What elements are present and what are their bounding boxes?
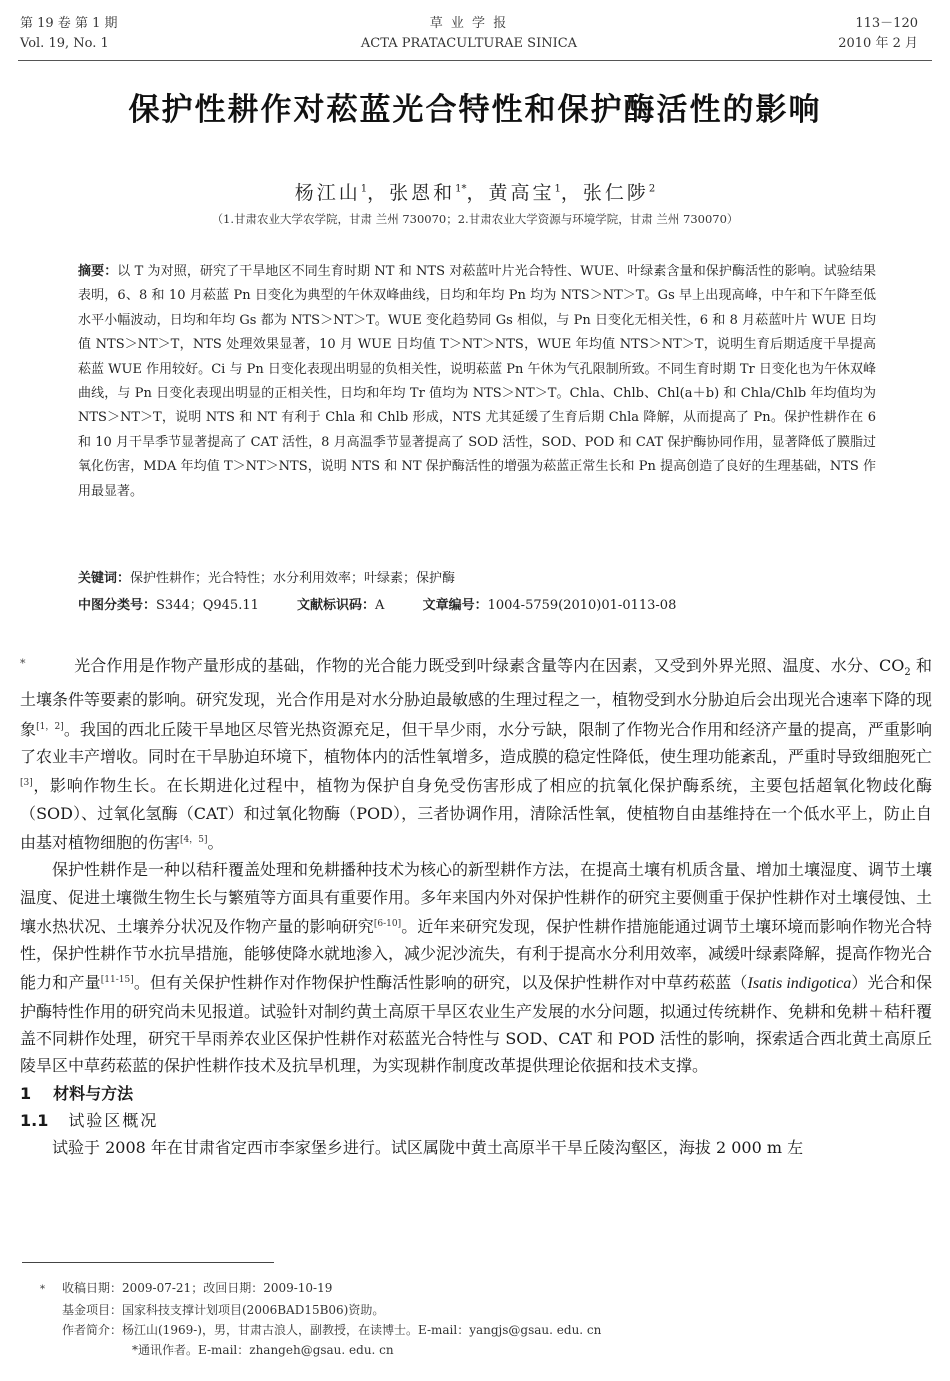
body-paragraph-2 <box>20 856 932 1079</box>
latin-species-name: Isatis indigotica <box>747 975 852 993</box>
document-code-label: 文献标识码： <box>297 598 376 613</box>
footnote-divider <box>22 1262 274 1263</box>
text-run: 。近年来研究发现，保护性耕作措施能通过调节土壤环境而影响作物光合特性，保护性耕作节水抗旱措施，能够使降水就地渗入，减少泥沙流失，有利于提高水分利用效率，减缓叶绿素降解，提高作物光合能力和产量 <box>20 916 933 993</box>
citation: [1，2] <box>36 721 64 732</box>
journal-name-en: ACTA PRATACULTURAE SINICA <box>360 36 578 51</box>
author-name: 张仁陟 <box>582 182 649 204</box>
article-number-label: 文章编号： <box>422 598 488 613</box>
clc-value: S344；Q945.11 <box>156 598 259 613</box>
citation: [11-15] <box>100 975 134 986</box>
author-mark: 2 <box>648 183 656 195</box>
classification-line <box>78 595 876 617</box>
keywords-text: 保护性耕作；光合特性；水分利用效率；叶绿素；保护酶 <box>130 571 456 586</box>
citation: [6-10] <box>373 918 402 929</box>
author-affiliation: （1.甘肃农业大学农学院，甘肃 兰州 730070；2.甘肃农业大学资源与环境学院，甘肃 兰州 730070） <box>211 212 739 226</box>
paper-title: 保护性耕作对菘蓝光合特性和保护酶活性的影响 <box>128 92 822 128</box>
keywords <box>78 568 876 590</box>
abstract <box>78 260 876 504</box>
text-run: 光合作用是作物产量形成的基础，作物的光合能力既受到叶绿素含量等内在因素，又受到外界光照、温度、水分、CO <box>74 656 905 675</box>
text-run: 。 <box>207 832 224 852</box>
author-mark: 1 <box>360 183 368 195</box>
footnote-corresponding <box>40 1340 920 1360</box>
page-date-info <box>838 14 918 54</box>
issue-date: 2010 年 2 月 <box>838 36 918 51</box>
footnote-marker: * <box>20 657 26 670</box>
section-number: 1 <box>20 1083 32 1103</box>
footnote-author: 作者简介：杨江山(1969-)，男，甘肃古浪人，副教授，在读博士。E-mail：yangjs@gsau. edu. cn <box>62 1323 602 1337</box>
subscript: 2 <box>904 667 911 679</box>
author-name: 张恩和 <box>389 182 456 204</box>
footnote-star: * <box>132 1343 138 1357</box>
section-title: 材料与方法 <box>53 1083 134 1103</box>
footnote-fund: 基金项目：国家科技支撑计划项目(2006BAD15B06)资助。 <box>62 1303 385 1317</box>
section-heading <box>20 1080 932 1107</box>
text-run: 和土壤条件等要素的影响。研究发现，光合作用是对水分胁迫最敏感的生理过程之一，植物受到水分胁迫后会出现光合速率下降的现象 <box>20 656 933 739</box>
journal-name <box>20 14 918 54</box>
author-list: 杨江山$^1$，张恩和$^{1*}$，黄高宝$^1$，张仁陟$^2$ <box>294 182 656 204</box>
text-run: ，影响作物生长。在长期进化过程中，植物为保护自身免受伤害形成了相应的抗氧化保护酶系统，主要包括超氧化物歧化酶（SOD）、过氧化氢酶（CAT）和过氧化物酶（POD），三者协调作用，清除活性氧，使植物自由基维持在一个低水平上，防止自由基对植物细胞的伤害 <box>20 776 932 852</box>
received-date: 收稿日期：2009-07-21；改回日期：2009-10-19 <box>62 1281 333 1295</box>
volume-issue-en: Vol. 19, No. 1 <box>20 36 109 51</box>
subsection-number: 1.1 <box>20 1110 49 1130</box>
keywords-label: 关键词： <box>78 571 131 586</box>
footnote-received <box>40 1278 920 1300</box>
author-mark: 1* <box>455 183 467 195</box>
text-run: ）光合和保护酶特性作用的研究尚未见报道。试验针对制约黄土高原干旱区农业生产发展的水分问题，拟通过传统耕作、免耕和免耕＋秸秆覆盖不同耕作处理，研究干旱雨养农业区保护性耕作对菘蓝光合特性与 SOD、CAT 和 POD 活性的影响，探索适合西北黄土高原丘陵旱区中草药菘蓝的保护性耕作技术及抗旱机理，为实现耕作制度改革提供理论依据和技术支撑。 <box>20 973 933 1076</box>
body-paragraph-3: 试验于 2008 年在甘肃省定西市李家堡乡进行。试区属陇中黄土高原半干旱丘陵沟壑区，海拔 2 000 m 左 <box>52 1138 804 1158</box>
abstract-text: 以 T 为对照，研究了干旱地区不同生育时期 NT 和 NTS 对菘蓝叶片光合特性、WUE、叶绿素含量和保护酶活性的影响。试验结果表明，6、8 和 10 月菘蓝 Pn 日变化为典型的午休双峰曲线，日均和年均 Pn 均为 NTS＞NT＞T。Gs 早上出现高峰，中午和下午降至低水平小幅波动，日均和年均 Gs 都为 NTS＞NT＞T。WUE 变化趋势同 Gs 相似，与 Pn 日变化无相关性，6 和 8 月菘蓝叶片 WUE 日均值 NTS＞NT＞T，NTS 处理效果显著，10 月 WUE 日均值 T＞NT＞NTS，WUE 年均值 NTS＞NT＞T，说明生育后期适度干旱提高菘蓝 WUE 作用较好。Ci 与 Pn 日变化表现出明显的负相关性，说明菘蓝 Pn 午休为气孔限制所致。不同生育时期 Tr 日变化也为午休双峰曲线，与 Pn 日变化表现出明显的正相关性，日均和年均 Tr 值均为 NTS＞NT＞T。Chla、Chlb、Chl(a＋b) 和 Chla/Chlb 年均值均为 NTS＞NT＞T，说明 NTS 和 NT 有利于 Chla 和 Chlb 形成，NTS 尤其延缓了生育后期 Chla 降解，从而提高了 Pn。保护性耕作在 6 和 10 月干旱季节显著提高了 CAT 活性，8 月高温季节显著提高了 SOD 活性，SOD、POD 和 CAT 保护酶协同作用，显著降低了膜脂过氧化伤害，MDA 年均值 T＞NT＞NTS，说明 NTS 和 NT 保护酶活性的增强为菘蓝正常生长和 Pn 提高创造了良好的生理基础，NTS 作用最显著。 <box>78 264 876 499</box>
footnote-star: * <box>40 1284 45 1295</box>
body-paragraph-1 <box>20 650 932 856</box>
subsection-title: 试验区概况 <box>68 1110 159 1130</box>
citation: [3] <box>20 778 33 789</box>
text-run: 。我国的西北丘陵干旱地区尽管光热资源充足，但干旱少雨，水分亏缺，限制了作物光合作用和经济产量的提高，严重影响了农业丰产增收。同时在干旱胁迫环境下，植物体内的活性氧增多，造成膜的稳定性降低，使生理功能紊乱，严重时导致细胞死亡 <box>20 719 933 767</box>
article-number-value: 1004-5759(2010)01-0113-08 <box>487 598 677 613</box>
clc-label: 中图分类号： <box>78 598 157 613</box>
page-range: 113－120 <box>855 16 918 31</box>
subsection-heading <box>20 1107 932 1134</box>
author-name: 黄高宝 <box>488 182 555 204</box>
header-divider <box>18 60 932 61</box>
abstract-label: 摘要： <box>78 264 118 279</box>
journal-name-cn: 草 业 学 报 <box>429 16 509 31</box>
corresponding-author: 通讯作者。E-mail：zhangeh@gsau. edu. cn <box>138 1343 394 1357</box>
document-code-value: A <box>375 598 385 613</box>
text-run: 。但有关保护性耕作对作物保护性酶活性影响的研究，以及保护性耕作对中草药菘蓝（ <box>133 973 748 993</box>
footnotes <box>40 1278 920 1360</box>
text-run: 保护性耕作是一种以秸秆覆盖处理和免耕播种技术为核心的新型耕作方法，在提高土壤有机质含量、增加土壤湿度、调节土壤温度、促进土壤微生物生长与繁殖等方面具有重要作用。多年来国内外对保护性耕作的研究主要侧重于保护性耕作对土壤侵蚀、土壤水热状况、土壤养分状况及作物产量的影响研究 <box>20 860 933 936</box>
author-name: 杨江山 <box>294 182 361 204</box>
citation: [4，5] <box>180 834 208 845</box>
author-mark: 1 <box>554 183 561 195</box>
volume-issue-cn: 第 19 卷 第 1 期 <box>20 16 118 31</box>
body-text <box>20 650 932 1162</box>
